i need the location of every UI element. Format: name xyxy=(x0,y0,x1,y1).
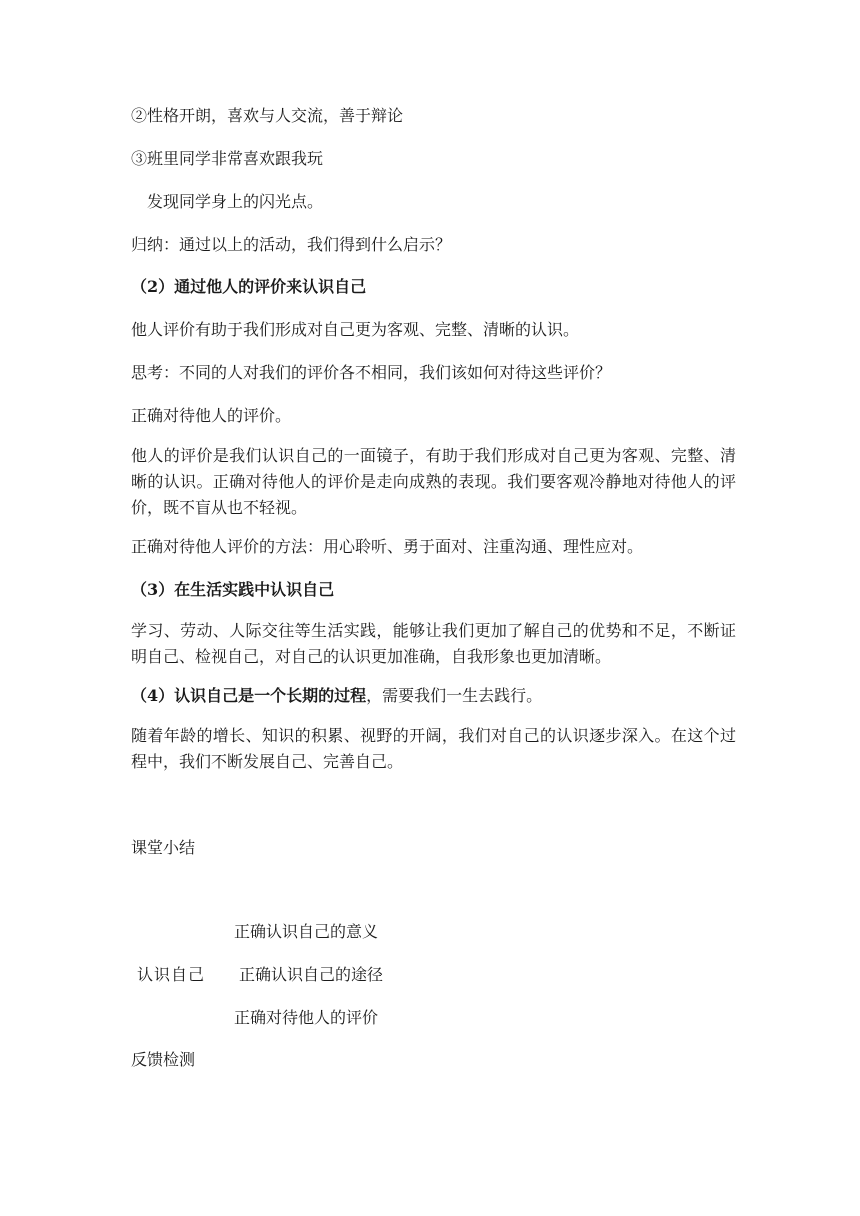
text-line: 发现同学身上的闪光点。 xyxy=(147,192,324,211)
section-heading-4-rest: ，需要我们一生去践行。 xyxy=(366,686,543,705)
class-summary-title: 课堂小结 xyxy=(131,838,196,857)
section-heading-2: （2）通过他人的评价来认识自己 xyxy=(131,277,367,296)
summary-question: 归纳：通过以上的活动，我们得到什么启示？ xyxy=(131,235,452,254)
section-heading-4 xyxy=(131,686,542,706)
paragraph: 学习、劳动、人际交往等生活实践，能够让我们更加了解自己的优势和不足，不断证明自己、检视自己，对自己的认识更加准确，自我形象也更加清晰。 xyxy=(131,621,736,666)
feedback-title: 反馈检测 xyxy=(131,1050,196,1069)
section-heading-4-bold: （4）认识自己是一个长期的过程 xyxy=(131,686,367,705)
list-item-2: ②性格开朗，喜欢与人交流，善于辩论 xyxy=(131,106,404,125)
thinking-question: 思考：不同的人对我们的评价各不相同，我们该如何对待这些评价？ xyxy=(131,363,612,382)
section-heading-3: （3）在生活实践中认识自己 xyxy=(131,580,335,599)
tree-root: 认识自己 xyxy=(137,965,206,984)
paragraph: 他人评价有助于我们形成对自己更为客观、完整、清晰的认识。 xyxy=(131,320,580,339)
tree-item-meaning: 正确认识自己的意义 xyxy=(234,922,379,941)
tree-item-path: 正确认识自己的途径 xyxy=(239,965,384,984)
paragraph: 正确对待他人的评价。 xyxy=(131,406,292,425)
list-item-3: ③班里同学非常喜欢跟我玩 xyxy=(131,149,324,168)
paragraph: 正确对待他人评价的方法：用心聆听、勇于面对、注重沟通、理性应对。 xyxy=(131,537,644,556)
paragraph: 他人的评价是我们认识自己的一面镜子，有助于我们形成对自己更为客观、完整、清晰的认识。正确对待他人的评价是走向成熟的表现。我们要客观冷静地对待他人的评价，既不盲从也不轻视。 xyxy=(131,446,736,517)
paragraph: 随着年龄的增长、知识的积累、视野的开阔，我们对自己的认识逐步深入。在这个过程中，我们不断发展自己、完善自己。 xyxy=(131,726,736,771)
tree-item-evaluation: 正确对待他人的评价 xyxy=(234,1008,379,1027)
